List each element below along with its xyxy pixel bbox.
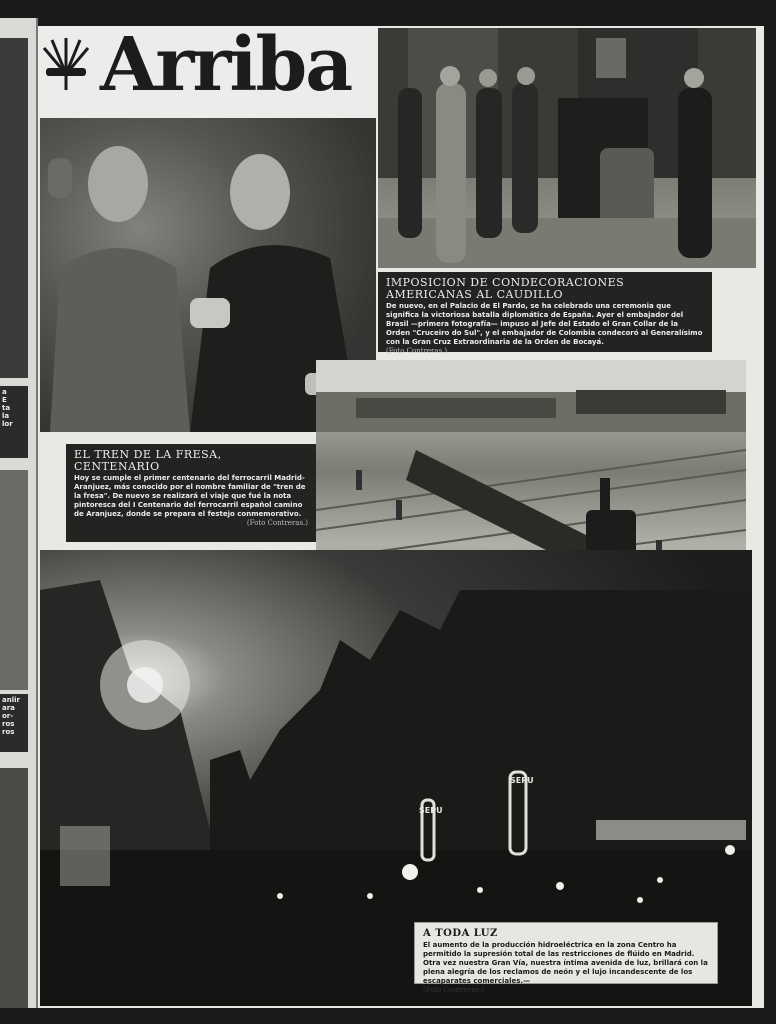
prev-page-caption: a E ta la lor (0, 386, 28, 458)
magazine-page (38, 22, 764, 1008)
caption-ceremony-headline: IMPOSICION DE CONDECORACIONES AMERICANAS AL CAUDILLO (386, 276, 625, 301)
caption-train-body: Hoy se cumple el primer centenario del ferrocarril Madrid-Aranjuez, más conocido por el nombre familiar de "tren de la fresa". De nuevo se realizará el viaje que fué la nota pintoresca del I Centenario del ferrocarril español camino de Aranjuez, donde se prepara el festejo conmemorativo. (74, 474, 306, 518)
prev-page-photo (0, 38, 28, 378)
caption-train-credit: (Foto Contreras.) (246, 519, 308, 527)
yoke-and-arrows-icon (42, 34, 90, 94)
prev-page-caption: anlir ara or- ros ros (0, 694, 28, 752)
previous-page-edge (0, 18, 38, 1008)
caption-ceremony-credit: (Foto Contreras.) (386, 347, 448, 355)
prev-page-photo (0, 768, 28, 1008)
caption-luz (414, 922, 718, 994)
caption-ceremony-body: De nuevo, en el Palacio de El Pardo, se ha celebrado una ceremonia que significa la victoriosa batalla diplomática de España. Ayer el embajador del Brasil —primera fotografía— impuso al Jefe del Estado el Gran Collar de la Orden "Cruceiro do Sul", y el embajador de Colombia condecoró al Generalísimo con la Gran Cruz Extraordinaria de la Orden de Bocayá. (386, 302, 703, 346)
prev-page-photo (0, 470, 28, 690)
neon-sign-sepu: SEPU (510, 776, 534, 785)
caption-luz-headline: A TODA LUZ (423, 928, 498, 939)
neon-sign-sepu: SEPU (419, 806, 443, 815)
photo-decoration-ceremony-colombia (378, 28, 756, 268)
caption-ceremony (378, 272, 712, 355)
caption-luz-body: El aumento de la producción hidroeléctrica en la zona Centro ha permitido la supresión total de las restricciones de flúido en Madrid. Otra vez nuestra Gran Vía, nuestra íntima avenida de luz, brillará con la plena alegría de los reclamos de neón y el lujo incandescente de los escaparates comerciales.— (423, 941, 708, 985)
masthead (38, 22, 378, 118)
caption-train (66, 444, 316, 542)
masthead-title: Arriba (100, 22, 352, 108)
caption-luz-credit: (Foto Contreras.) (423, 986, 485, 994)
caption-train-headline: EL TREN DE LA FRESA, CENTENARIO (74, 448, 222, 473)
